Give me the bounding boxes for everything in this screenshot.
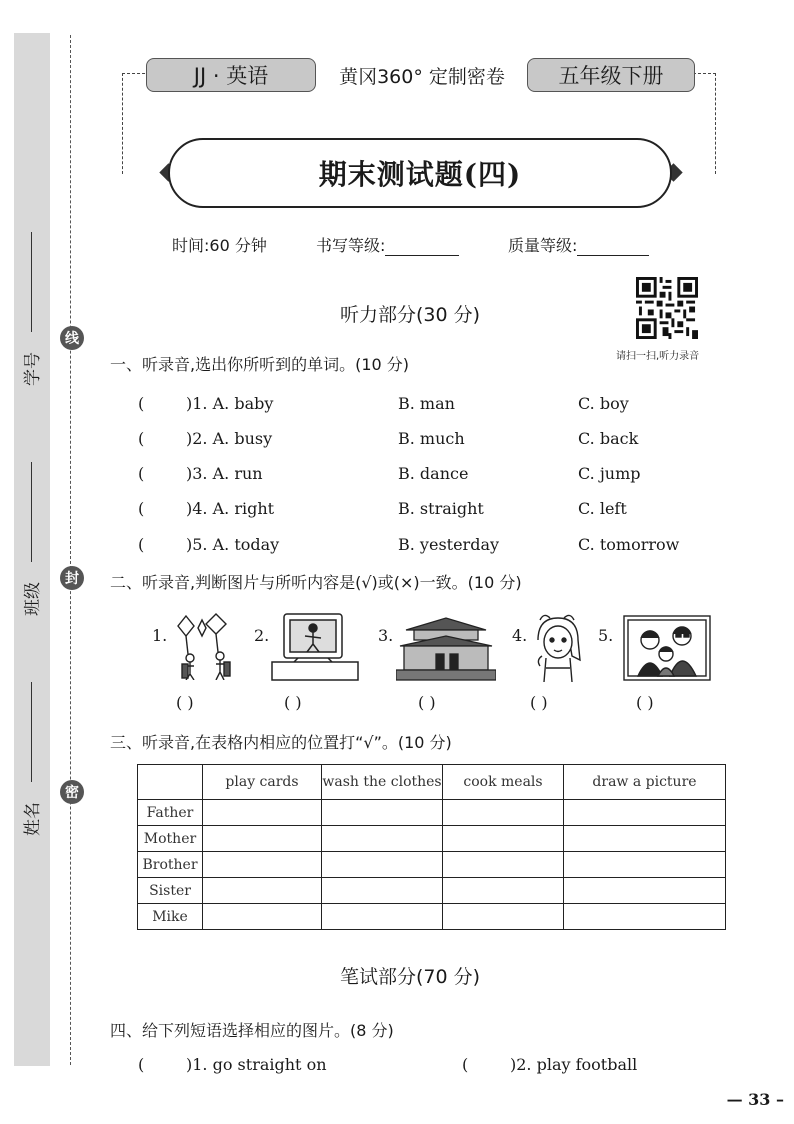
table-cell[interactable]: [203, 800, 322, 826]
part4-q2-paren[interactable]: (: [462, 1055, 469, 1074]
qr-caption: 请扫一扫,听力录音: [616, 351, 700, 362]
picture-2-answer[interactable]: ( ): [284, 693, 302, 712]
part1-q3-paren[interactable]: (: [138, 464, 145, 483]
part1-q1-paren[interactable]: (: [138, 394, 145, 413]
table-cell[interactable]: [443, 852, 564, 878]
table-row: [138, 852, 726, 878]
kite-flying-picture-icon: [172, 612, 236, 680]
time-limit: 时间:60 分钟: [172, 236, 267, 255]
table-cell[interactable]: [443, 878, 564, 904]
series-title: 黄冈360° 定制密卷: [316, 58, 528, 92]
table-cell[interactable]: [322, 878, 443, 904]
picture-3-answer[interactable]: ( ): [418, 693, 436, 712]
row-header: Mother: [138, 826, 203, 852]
family-photo-picture-icon: [622, 614, 712, 682]
palace-picture-icon: [396, 612, 496, 682]
row-header: Mike: [138, 904, 203, 930]
exam-title: 期末测试题(四): [168, 138, 672, 208]
part1-q4-paren[interactable]: (: [138, 499, 145, 518]
table-corner: [138, 765, 203, 800]
column-header: wash the clothes: [322, 765, 443, 800]
part2-title: 二、听录音,判断图片与所听内容是(√)或(×)一致。(10 分): [110, 573, 522, 592]
picture-4-number: 4.: [512, 626, 528, 645]
name-label: 姓名: [23, 802, 43, 836]
part1-q4-a: )4. A. right: [186, 499, 275, 518]
part1-q3-a: )3. A. run: [186, 464, 263, 483]
table-header-row: [138, 765, 726, 800]
table-row: [138, 878, 726, 904]
part1-q3-c: C. jump: [578, 464, 641, 483]
part4-q1-text: )1. go straight on: [186, 1055, 327, 1074]
seal-seal: 封: [60, 566, 84, 590]
table-cell[interactable]: [443, 800, 564, 826]
part3-title: 三、听录音,在表格内相应的位置打“√”。(10 分): [110, 733, 452, 752]
picture-1-answer[interactable]: ( ): [176, 693, 194, 712]
qr-code-icon[interactable]: [636, 277, 698, 339]
row-header: Brother: [138, 852, 203, 878]
part1-q2-c: C. back: [578, 429, 639, 448]
table-cell[interactable]: [564, 904, 726, 930]
table-cell[interactable]: [322, 800, 443, 826]
part1-q3-b: B. dance: [398, 464, 469, 483]
table-row: [138, 826, 726, 852]
picture-3-number: 3.: [378, 626, 394, 645]
part1-q1-a: )1. A. baby: [186, 394, 274, 413]
part1-q4-c: C. left: [578, 499, 627, 518]
table-cell[interactable]: [564, 800, 726, 826]
part1-q2-paren[interactable]: (: [138, 429, 145, 448]
table-cell[interactable]: [564, 878, 726, 904]
part1-q1-b: B. man: [398, 394, 455, 413]
student-no-blank: [31, 232, 32, 332]
picture-1-number: 1.: [152, 626, 168, 645]
table-row: [138, 800, 726, 826]
chore-table: [137, 764, 726, 930]
quality-grade-label: 质量等级:: [508, 236, 578, 255]
row-header: Father: [138, 800, 203, 826]
table-cell[interactable]: [203, 852, 322, 878]
part1-q5-paren[interactable]: (: [138, 535, 145, 554]
grade-badge: 五年级下册: [527, 58, 695, 92]
writing-grade-label: 书写等级:: [316, 236, 386, 255]
picture-2-number: 2.: [254, 626, 270, 645]
table-cell[interactable]: [443, 826, 564, 852]
column-header: draw a picture: [564, 765, 726, 800]
girl-picture-icon: [530, 610, 584, 682]
secret-seal: 密: [60, 780, 84, 804]
table-cell[interactable]: [203, 878, 322, 904]
table-cell[interactable]: [203, 826, 322, 852]
part1-title: 一、听录音,选出你所听到的单词。(10 分): [110, 355, 410, 374]
column-header: cook meals: [443, 765, 564, 800]
part1-q5-b: B. yesterday: [398, 535, 500, 554]
subject-badge: JJ · 英语: [146, 58, 316, 92]
binding-strip: [14, 33, 50, 1066]
row-header: Sister: [138, 878, 203, 904]
page-number: — 33 –: [726, 1090, 784, 1109]
part1-q4-b: B. straight: [398, 499, 484, 518]
part1-q1-c: C. boy: [578, 394, 629, 413]
listening-heading: 听力部分(30 分): [340, 304, 481, 326]
part4-q1-paren[interactable]: (: [138, 1055, 145, 1074]
column-header: play cards: [203, 765, 322, 800]
table-cell[interactable]: [322, 904, 443, 930]
part4-q2-text: )2. play football: [510, 1055, 638, 1074]
table-cell[interactable]: [322, 826, 443, 852]
writing-grade: [316, 233, 459, 256]
part1-q2-a: )2. A. busy: [186, 429, 273, 448]
part1-q5-c: C. tomorrow: [578, 535, 680, 554]
class-blank: [31, 462, 32, 562]
writing-grade-blank[interactable]: [385, 255, 459, 256]
tv-picture-icon: [268, 612, 362, 682]
part4-title: 四、给下列短语选择相应的图片。(8 分): [110, 1021, 394, 1040]
picture-5-number: 5.: [598, 626, 614, 645]
student-no-label: 学号: [23, 352, 43, 386]
written-heading: 笔试部分(70 分): [340, 966, 481, 988]
table-cell[interactable]: [443, 904, 564, 930]
table-cell[interactable]: [203, 904, 322, 930]
quality-grade-blank[interactable]: [577, 255, 649, 256]
part1-q5-a: )5. A. today: [186, 535, 280, 554]
part1-q2-b: B. much: [398, 429, 465, 448]
class-label: 班级: [23, 582, 43, 616]
table-row: [138, 904, 726, 930]
table-cell[interactable]: [564, 852, 726, 878]
picture-4-answer[interactable]: ( ): [530, 693, 548, 712]
line-seal: 线: [60, 326, 84, 350]
picture-5-answer[interactable]: ( ): [636, 693, 654, 712]
table-cell[interactable]: [564, 826, 726, 852]
table-cell[interactable]: [322, 852, 443, 878]
cut-line: [70, 35, 71, 1065]
name-blank: [31, 682, 32, 782]
quality-grade: [508, 233, 649, 256]
